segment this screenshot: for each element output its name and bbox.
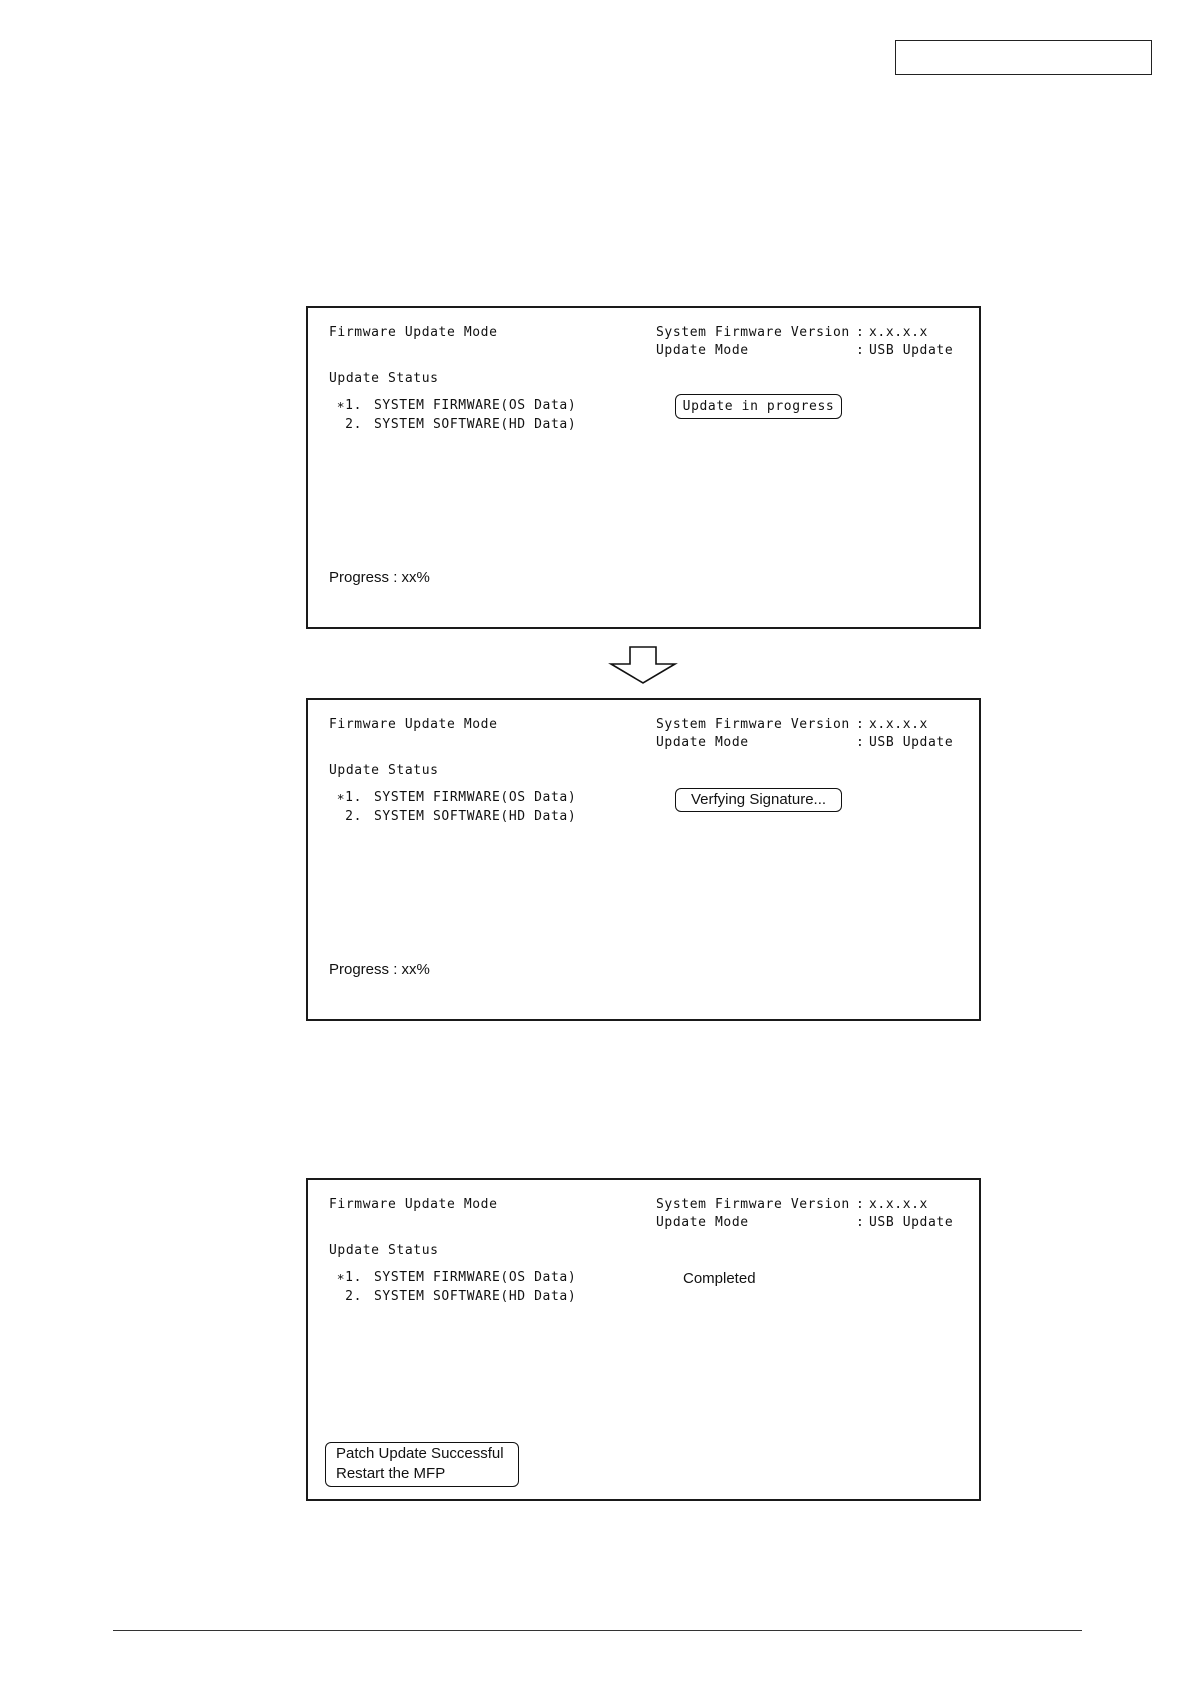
update-mode-value: USB Update <box>869 1215 954 1230</box>
item-label: SYSTEM SOFTWARE(HD Data) <box>374 809 577 824</box>
document-id-box <box>895 40 1152 75</box>
screen-verifying-signature <box>306 698 981 1021</box>
down-arrow-outline-icon <box>608 645 678 685</box>
version-separator: : <box>856 1197 865 1212</box>
item-label: SYSTEM FIRMWARE(OS Data) <box>374 790 577 805</box>
result-line: Restart the MFP <box>336 1465 446 1482</box>
footer-rule <box>113 1630 1082 1631</box>
update-mode-label: Update Mode <box>656 735 749 750</box>
item-marker: 2. <box>345 809 362 824</box>
update-mode-label: Update Mode <box>656 1215 749 1230</box>
update-status-title: Update Status <box>329 371 439 386</box>
mode-title: Firmware Update Mode <box>329 325 498 340</box>
update-mode-value: USB Update <box>869 343 954 358</box>
update-mode-separator: : <box>856 1215 865 1230</box>
version-label: System Firmware Version <box>656 717 850 732</box>
mode-title: Firmware Update Mode <box>329 717 498 732</box>
version-separator: : <box>856 717 865 732</box>
result-message-box <box>325 1442 519 1487</box>
item-marker: ∗1. <box>336 790 362 805</box>
progress-text: Progress : xx% <box>329 961 430 978</box>
mode-title: Firmware Update Mode <box>329 1197 498 1212</box>
item-label: SYSTEM SOFTWARE(HD Data) <box>374 1289 577 1304</box>
screen-update-completed <box>306 1178 981 1501</box>
item-label: SYSTEM FIRMWARE(OS Data) <box>374 1270 577 1285</box>
status-message: Completed <box>683 1270 756 1287</box>
item-label: SYSTEM FIRMWARE(OS Data) <box>374 398 577 413</box>
progress-text: Progress : xx% <box>329 569 430 586</box>
item-marker: ∗1. <box>336 398 362 413</box>
version-label: System Firmware Version <box>656 325 850 340</box>
result-line: Patch Update Successful <box>336 1445 504 1462</box>
item-marker: 2. <box>345 417 362 432</box>
update-mode-value: USB Update <box>869 735 954 750</box>
update-mode-separator: : <box>856 735 865 750</box>
update-mode-label: Update Mode <box>656 343 749 358</box>
item-marker: 2. <box>345 1289 362 1304</box>
status-message-box <box>675 788 842 812</box>
update-status-title: Update Status <box>329 763 439 778</box>
update-status-title: Update Status <box>329 1243 439 1258</box>
version-value: x.x.x.x <box>869 325 928 340</box>
item-marker: ∗1. <box>336 1270 362 1285</box>
version-separator: : <box>856 325 865 340</box>
version-value: x.x.x.x <box>869 717 928 732</box>
version-value: x.x.x.x <box>869 1197 928 1212</box>
update-mode-separator: : <box>856 343 865 358</box>
version-label: System Firmware Version <box>656 1197 850 1212</box>
status-message: Update in progress <box>682 398 835 414</box>
status-message-box <box>675 394 842 419</box>
status-message: Verfying Signature... <box>690 791 827 808</box>
item-label: SYSTEM SOFTWARE(HD Data) <box>374 417 577 432</box>
screen-update-in-progress <box>306 306 981 629</box>
